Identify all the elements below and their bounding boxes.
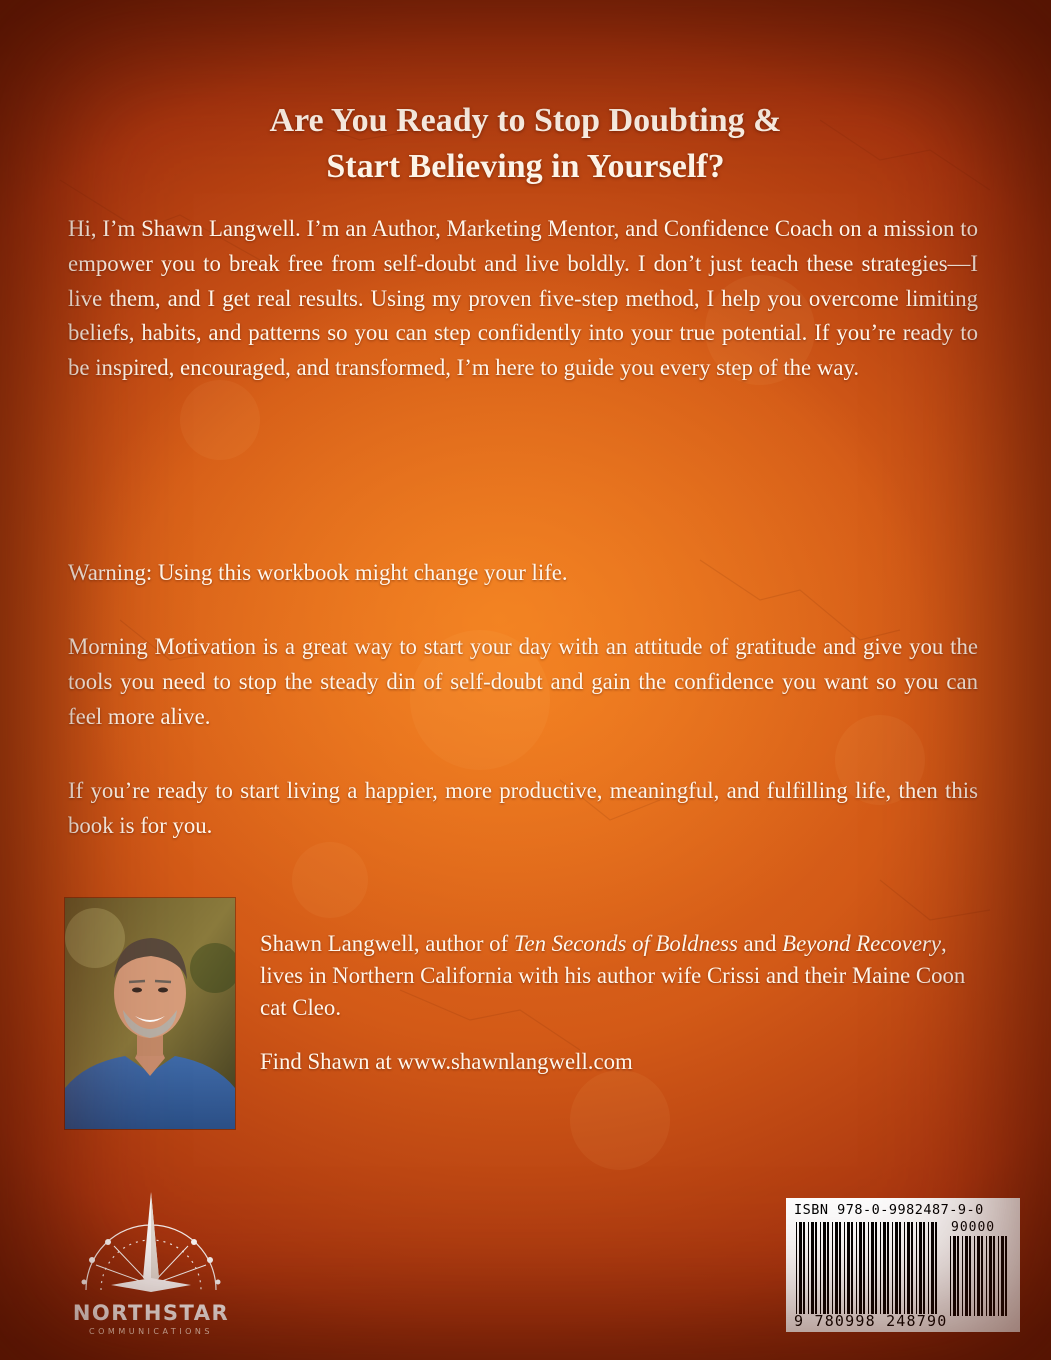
bio-text-1: Shawn Langwell, author of [260, 931, 514, 956]
publisher-subtitle: COMMUNICATIONS [89, 1327, 213, 1336]
warning-paragraph: Warning: Using this workbook might change your life. [68, 560, 568, 585]
bio-text-2: and [737, 931, 783, 956]
publisher-name: NORTHSTAR [72, 1301, 230, 1325]
isbn-barcode [786, 1198, 1020, 1332]
barcode-digits: 9 780998 248790 [794, 1312, 948, 1330]
morning-motivation-paragraph: Morning Motivation is a great way to start your day with an attitude of gratitude and give you the tools you need to stop the steady din of self-doubt and gain the confidence you want so you can feel more alive. [68, 634, 978, 729]
barcode-addon-number: 90000 [951, 1220, 996, 1235]
ready-paragraph: If you’re ready to start living a happier, more productive, meaningful, and fulfilling life, then this book is for you. [68, 778, 978, 838]
book-title-beyond-recovery: Beyond Recovery [782, 931, 941, 956]
author-bio [260, 928, 980, 1024]
book-title-ten-seconds: Ten Seconds of Boldness [513, 931, 738, 956]
headline-line-2: Start Believing in Yourself? [326, 148, 725, 185]
addon-barcode-bars [950, 1236, 1012, 1316]
author-photo [64, 897, 236, 1130]
intro-paragraph: Hi, I’m Shawn Langwell. I’m an Author, Marketing Mentor, and Confidence Coach on a mission to empower you to break free from self-doubt and live boldly. I don’t just teach these strategies—I live them, and I get real results. Using my proven five-step method, I help you overcome limiting beliefs, habits, and patterns so you can step confidently into your true potential. If you’re ready to be inspired, encouraged, and transformed, I’m here to guide you every step of the way. [68, 216, 978, 381]
headline-line-1: Are You Ready to Stop Doubting & [269, 102, 782, 139]
ean-barcode-bars [796, 1222, 942, 1314]
bio-text-3: , lives in Northern California with his author wife Crissi and their Maine Coon cat Cleo. [260, 931, 966, 1020]
isbn-label: ISBN 978-0-9982487-9-0 [794, 1202, 984, 1218]
cover-headline [70, 98, 981, 190]
author-website-line: Find Shawn at www.shawnlangwell.com [260, 1049, 633, 1074]
